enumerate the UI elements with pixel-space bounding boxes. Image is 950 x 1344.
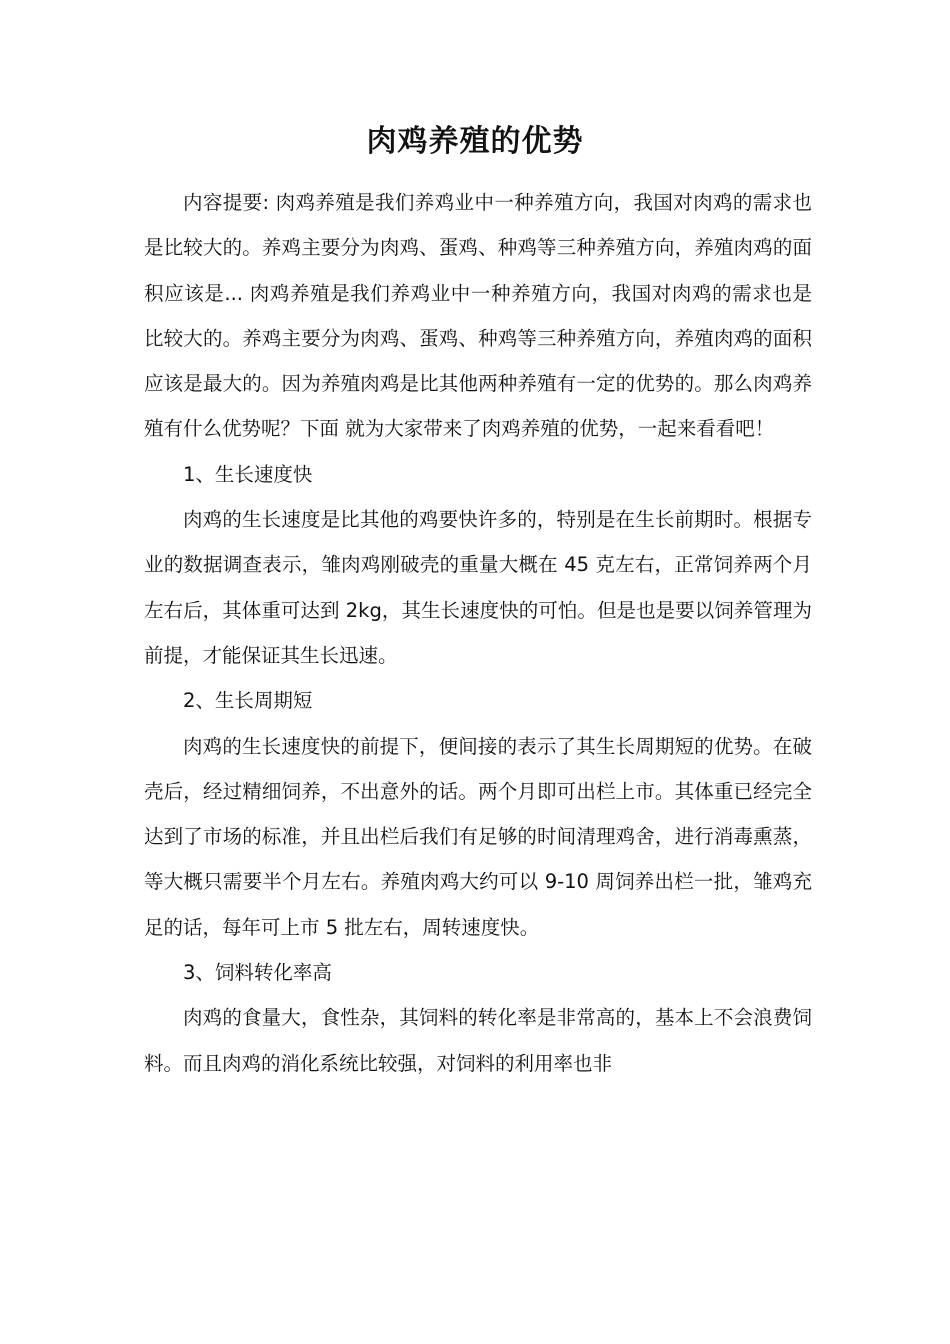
section-paragraph-feed-conversion: 肉鸡的食量大，食性杂，其饲料的转化率是非常高的，基本上不会浪费饲料。而且肉鸡的消化系统比较强，对饲料的利用率也非 [144,1006,812,1075]
document-title: 肉鸡养殖的优势 [366,124,584,159]
summary-paragraph: 内容提要: 肉鸡养殖是我们养鸡业中一种养殖方向，我国对肉鸡的需求也是比较大的。养鸡主要分为肉鸡、蛋鸡、种鸡等三种养殖方向，养殖肉鸡的面积应该是... 肉鸡养殖是我们养鸡业中一种养殖方向，我国对肉鸡的需求也是比较大的。养鸡主要分为肉鸡、蛋鸡、种鸡等三种养殖方向，养殖肉鸡的面积应该是最大的。因为养殖肉鸡是比其他两种养殖有一定的优势的。那么肉鸡养殖有什么优势呢？下面 就为大家带来了肉鸡养殖的优势，一起来看看吧！ [144,191,812,441]
section-paragraph-growth-cycle: 肉鸡的生长速度快的前提下，便间接的表示了其生长周期短的优势。在破壳后，经过精细饲养，不出意外的话。两个月即可出栏上市。其体重已经完全达到了市场的标准，并且出栏后我们有足够的时间清理鸡舍，进行消毒熏蒸，等大概只需要半个月左右。养殖肉鸡大约可以 9-10 周饲养出栏一批，雏鸡充足的话，每年可上市 5 批左右，周转速度快。 [144,734,812,939]
section-heading-growth-speed: 1、生长速度快 [183,462,313,486]
section-heading-growth-cycle: 2、生长周期短 [183,689,313,713]
document-body [144,180,812,1086]
section-paragraph-growth-speed: 肉鸡的生长速度是比其他的鸡要快许多的，特别是在生长前期时。根据专业的数据调查表示，雏肉鸡刚破壳的重量大概在 45 克左右，正常饲养两个月左右后，其体重可达到 2kg，其生长速度快的可怕。但是也是要以饲养管理为前提，才能保证其生长迅速。 [144,508,812,667]
section-heading-feed-conversion: 3、饲料转化率高 [183,961,332,985]
